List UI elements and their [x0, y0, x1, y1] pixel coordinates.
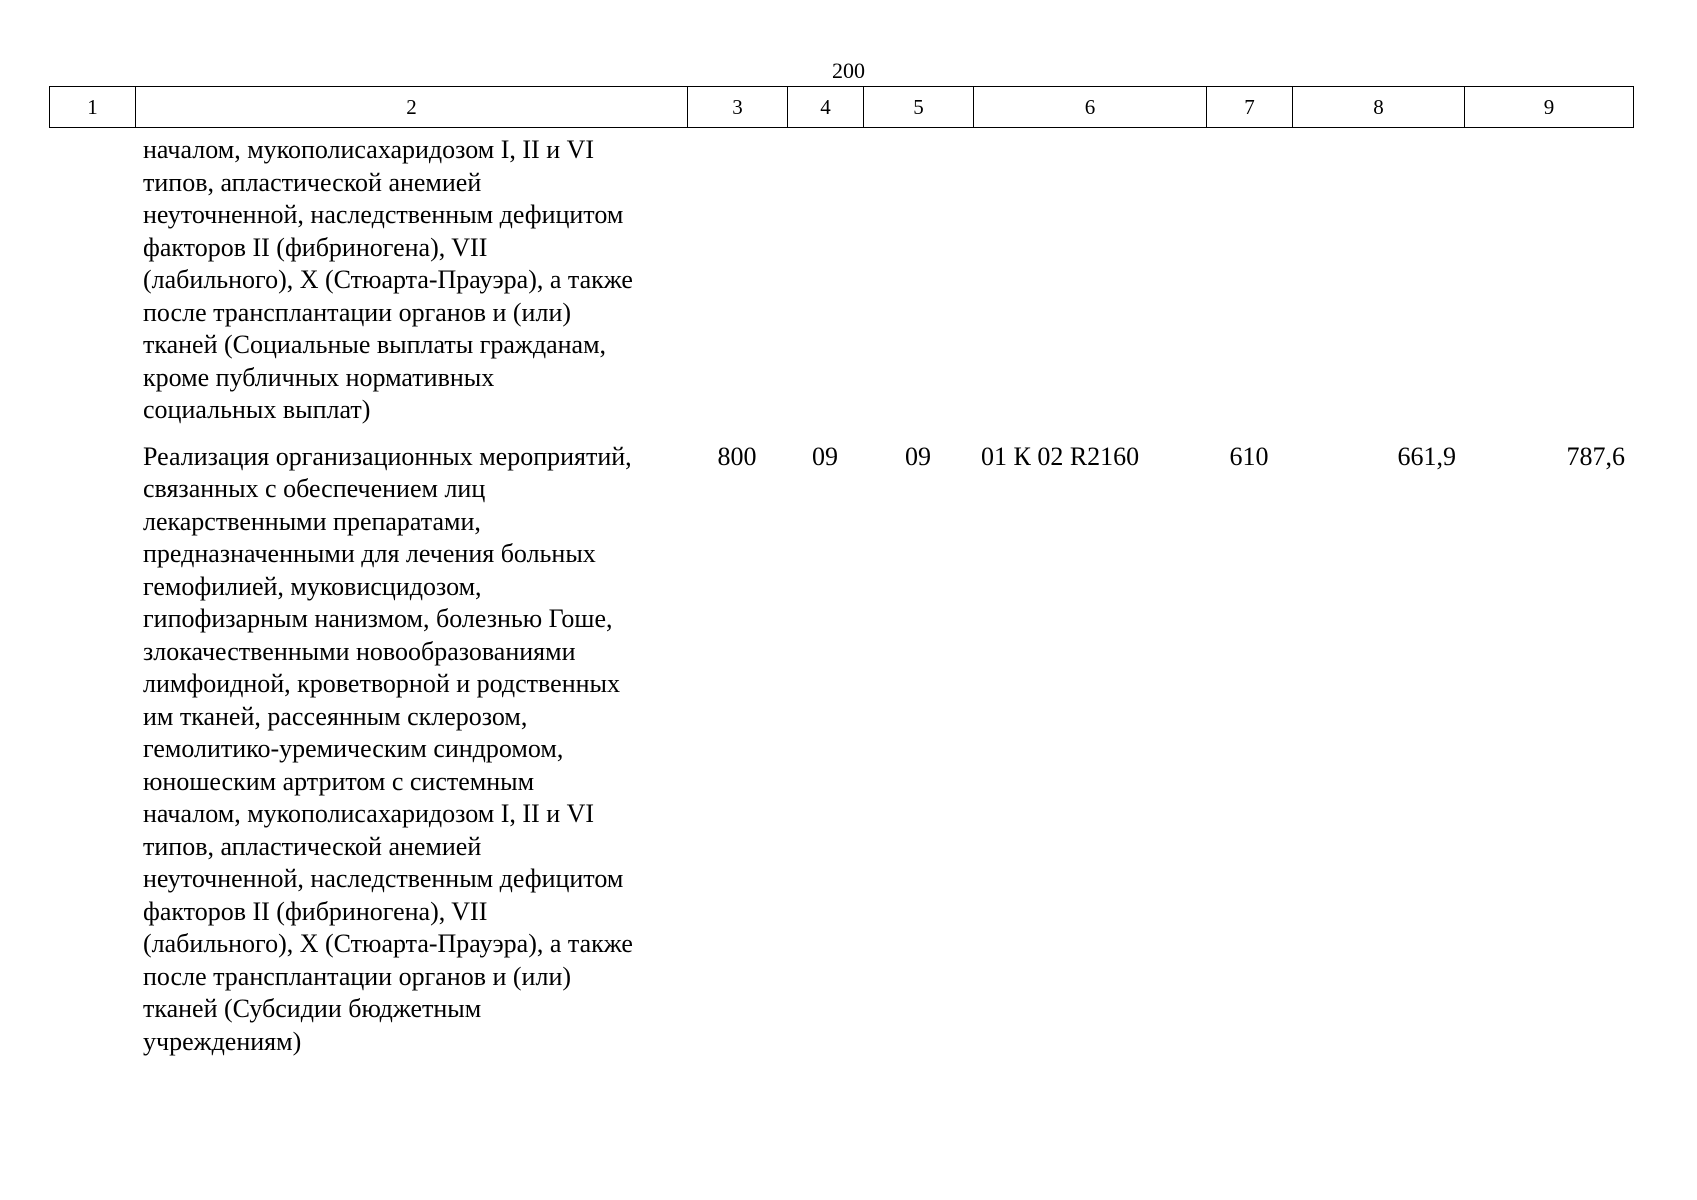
- header-col-9: 9: [1465, 87, 1634, 128]
- header-row: [50, 87, 1634, 128]
- row-description: [135, 427, 687, 1059]
- table-row: [49, 134, 1633, 427]
- row-col-4: 09: [812, 441, 838, 471]
- header-col-5: 5: [864, 87, 974, 128]
- row-col-9: [1464, 134, 1633, 427]
- row-col-3: [687, 134, 787, 427]
- row-col-6: [973, 134, 1206, 427]
- header-col-4: 4: [788, 87, 864, 128]
- header-col-3: 3: [688, 87, 788, 128]
- row-col-3: 800: [717, 441, 757, 471]
- column-number-header: [49, 86, 1634, 128]
- description-text: Реализация организационных мероприятий, связанных с обеспечением лиц лекарственными препаратами, предназначенными для лечения больных гемофилией, муковисцидозом, гипофизарным нанизмом, болезнью Гоше, злокачественными новообразованиями лимфоидной, кроветворной и родственных им тканей, рассеянным склерозом, гемолитико-уремическим синдромом, юношеским артритом с системным началом, мукополисахаридозом I, II и VI типов, апластической анемией неуточненной, наследственным дефицитом факторов II (фибриногена), VII (лабильного), X (Стюарта-Прауэра), а также после трансплантации органов и (или) тканей (Субсидии бюджетным учреждениям): [143, 441, 633, 1056]
- header-col-8: 8: [1293, 87, 1465, 128]
- budget-table-body: [49, 134, 1633, 1058]
- row-col-8: [1292, 134, 1464, 427]
- header-col-2: 2: [136, 87, 688, 128]
- row-col-5: 09: [905, 441, 931, 471]
- header-col-6: 6: [974, 87, 1207, 128]
- row-col-8: 661,9: [1397, 441, 1456, 471]
- row-description: [135, 134, 687, 427]
- row-col-6: 01 К 02 R2160: [981, 441, 1140, 471]
- row-col-5: [863, 134, 973, 427]
- row-col-9: 787,6: [1566, 441, 1625, 471]
- description-text: началом, мукополисахаридозом I, II и VI типов, апластической анемией неуточненной, наследственным дефицитом факторов II (фибриногена), VII (лабильного), X (Стюарта-Прауэра), а также после трансплантации органов и (или) тканей (Социальные выплаты гражданам, кроме публичных нормативных социальных выплат): [143, 135, 633, 424]
- row-col-1: [49, 134, 135, 427]
- header-col-7: 7: [1207, 87, 1293, 128]
- page-number: 200: [832, 58, 865, 83]
- row-col-4: [787, 134, 863, 427]
- table-row: [49, 427, 1633, 1059]
- row-col-1: [49, 427, 135, 1059]
- row-col-7: [1206, 134, 1292, 427]
- header-col-1: 1: [50, 87, 136, 128]
- row-col-7: 610: [1229, 441, 1269, 471]
